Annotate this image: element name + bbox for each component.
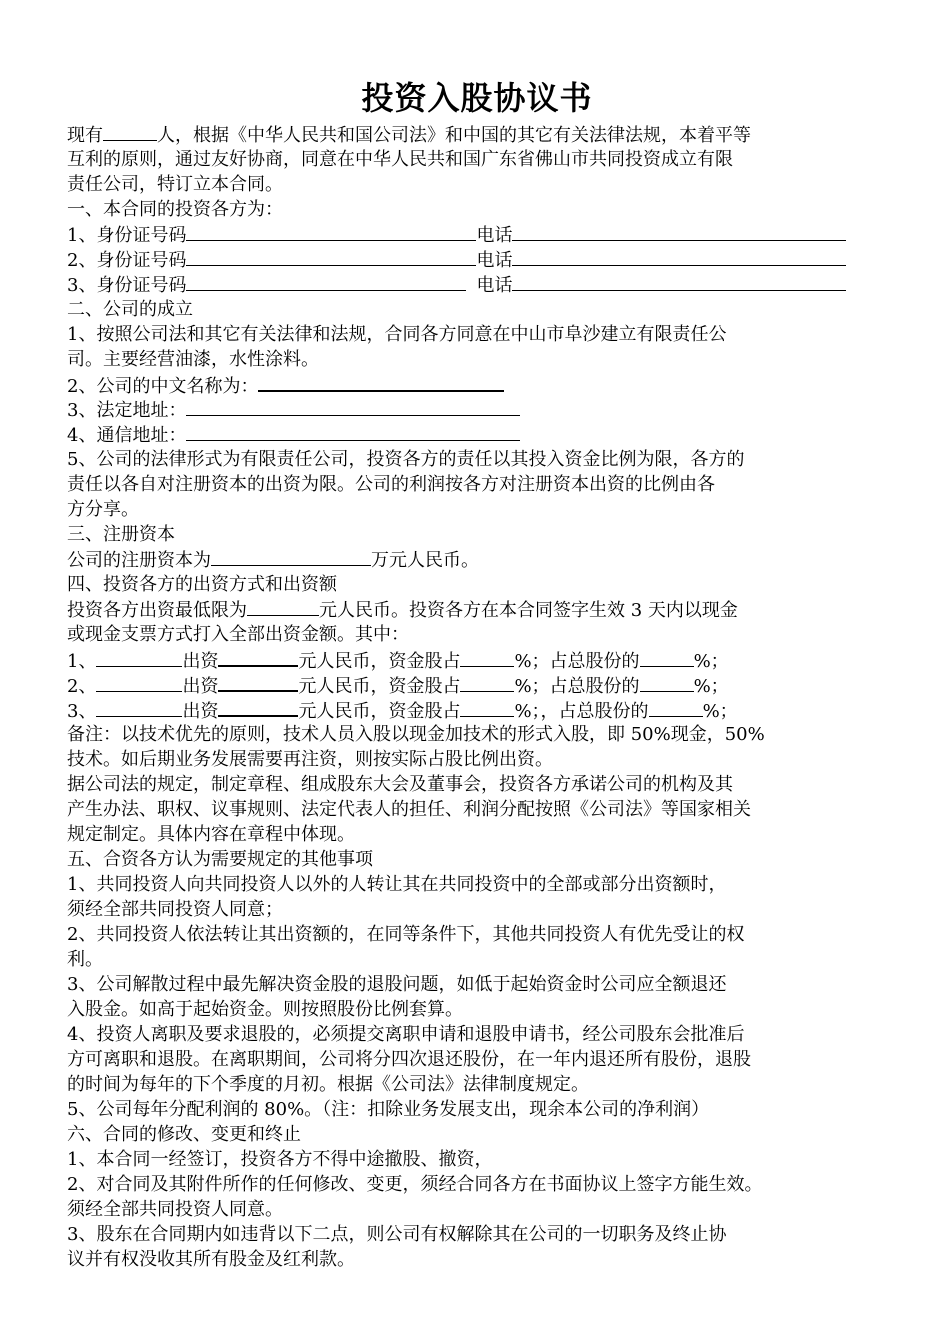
intro-text: 现有	[67, 125, 103, 146]
amount-blank[interactable]	[218, 647, 298, 667]
capital-unit: 万元人民币。	[371, 550, 479, 571]
intro-line: 互利的原则，通过友好协商，同意在中华人民共和国广东省佛山市共同投资成立有限	[67, 149, 733, 170]
total-share-label: %；占总股份的	[514, 651, 640, 672]
total-share-blank[interactable]	[640, 673, 694, 692]
share-blank[interactable]	[460, 698, 514, 717]
text-line: 5、公司的法律形式为有限责任公司，投资各方的责任以其投入资金比例为限，各方的	[67, 449, 745, 470]
id-label: 2、身份证号码	[67, 250, 187, 271]
section-heading: 六、合同的修改、变更和终止	[67, 1124, 301, 1145]
document-title: 投资入股协议书	[361, 79, 593, 117]
capital-blank[interactable]	[211, 547, 371, 566]
share-label: 元人民币，资金股占	[298, 701, 461, 722]
document-page	[67, 74, 887, 1272]
text-line: 利。	[67, 949, 103, 970]
share-label: 元人民币，资金股占	[298, 676, 461, 697]
section-heading: 二、公司的成立	[67, 299, 193, 320]
text-line: 2、对合同及其附件所作的任何修改、变更，须经合同各方在书面协议上签字方能生效。	[67, 1174, 763, 1195]
text-line: 5、公司每年分配利润的 80%。（注：扣除业务发展支出，现余本公司的净利润）	[67, 1099, 710, 1120]
text-line: 方可离职和退股。在离职期间，公司将分四次退还股份，在一年内退还所有股份，退股	[67, 1049, 751, 1070]
percent-text: %；	[693, 676, 729, 697]
text-line: 的时间为每年的下个季度的月初。根据《公司法》法律制度规定。	[67, 1074, 589, 1095]
invest-label: 出资	[182, 676, 219, 697]
text-line: 3、股东在合同期内如违背以下二点，则公司有权解除其在公司的一切职务及终止协	[67, 1224, 727, 1245]
section-heading: 三、注册资本	[67, 524, 175, 545]
text-line: 4、投资人离职及要求退股的，必须提交离职申请和退股申请书，经公司股东会批准后	[67, 1024, 745, 1045]
text-line: 入股金。如高于起始资金。则按照股份比例套算。	[67, 999, 463, 1020]
text-line: 须经全部共同投资人同意。	[67, 1199, 283, 1220]
contribution-row	[67, 647, 887, 672]
text-line: 1、本合同一经签订，投资各方不得中途撤股、撤资，	[67, 1149, 493, 1170]
phone-blank[interactable]	[512, 247, 846, 266]
company-name-blank[interactable]	[258, 372, 504, 392]
percent-text: %；	[693, 651, 729, 672]
min-invest-row	[67, 597, 887, 622]
text-line: 1、按照公司法和其它有关法律和法规，合同各方同意在中山市阜沙建立有限责任公	[67, 324, 727, 345]
phone-blank[interactable]	[512, 222, 846, 241]
investor-blank[interactable]	[96, 673, 182, 692]
min-invest-text: 元人民币。投资各方在本合同签字生效 3 天内以现金	[319, 600, 738, 621]
text-line: 须经全部共同投资人同意；	[67, 899, 283, 920]
intro-line	[67, 122, 887, 147]
text-line: 2、共同投资人依法转让其出资额的，在同等条件下，其他共同投资人有优先受让的权	[67, 924, 745, 945]
id-blank[interactable]	[186, 222, 476, 241]
amount-blank[interactable]	[218, 697, 298, 717]
id-label: 3、身份证号码	[67, 275, 187, 296]
total-share-label: %；，占总股份的	[514, 701, 649, 722]
id-blank[interactable]	[186, 272, 466, 291]
id-blank[interactable]	[186, 247, 476, 266]
mail-address-row	[67, 422, 887, 447]
party-row	[67, 272, 887, 297]
intro-text: 人，根据《中华人民共和国公司法》和中国的其它有关法律法规，本着平等	[157, 125, 751, 146]
section-heading: 一、本合同的投资各方为：	[67, 199, 283, 220]
note-line: 备注：以技术优先的原则，技术人员入股以现金加技术的形式入股，即 50%现金，50%	[67, 724, 765, 745]
text-line: 责任以各自对注册资本的出资为限。公司的利润按各方对注册资本出资的比例由各	[67, 474, 715, 495]
amount-blank[interactable]	[218, 672, 298, 692]
section-heading: 四、投资各方的出资方式和出资额	[67, 574, 337, 595]
section-heading: 五、合资各方认为需要规定的其他事项	[67, 849, 373, 870]
count-blank[interactable]	[103, 122, 157, 141]
total-share-blank[interactable]	[649, 698, 703, 717]
text-line: 司。主要经营油漆，水性涂料。	[67, 349, 319, 370]
share-blank[interactable]	[460, 673, 514, 692]
company-name-row	[67, 372, 887, 397]
text-line: 方分享。	[67, 499, 139, 520]
phone-label: 电话	[476, 250, 513, 271]
note-line: 技术。如后期业务发展需要再注资，则按实际占股比例出资。	[67, 749, 553, 770]
capital-label: 公司的注册资本为	[67, 550, 211, 571]
min-invest-blank[interactable]	[247, 597, 319, 616]
contribution-row	[67, 672, 887, 697]
percent-text: %；	[702, 701, 738, 722]
party-row	[67, 247, 887, 272]
row-number: 2、	[67, 676, 97, 697]
party-row	[67, 222, 887, 247]
id-label: 1、身份证号码	[67, 225, 187, 246]
text-line: 1、共同投资人向共同投资人以外的人转让其在共同投资中的全部或部分出资额时，	[67, 874, 727, 895]
intro-line: 责任公司，特订立本合同。	[67, 174, 283, 195]
total-share-blank[interactable]	[640, 648, 694, 667]
min-invest-label: 投资各方出资最低限为	[67, 600, 247, 621]
mail-address-blank[interactable]	[186, 422, 520, 441]
text-line: 或现金支票方式打入全部出资金额。其中：	[67, 624, 409, 645]
company-name-label: 2、公司的中文名称为：	[67, 376, 259, 397]
share-label: 元人民币，资金股占	[298, 651, 461, 672]
phone-label: 电话	[476, 275, 513, 296]
legal-address-row	[67, 397, 887, 422]
row-number: 3、	[67, 701, 97, 722]
investor-blank[interactable]	[96, 698, 182, 717]
phone-blank[interactable]	[512, 272, 846, 291]
text-line: 规定制定。具体内容在章程中体现。	[67, 824, 355, 845]
phone-label: 电话	[476, 225, 513, 246]
text-line: 议并有权没收其所有股金及红利款。	[67, 1249, 355, 1270]
total-share-label: %；占总股份的	[514, 676, 640, 697]
legal-address-label: 3、法定地址：	[67, 400, 187, 421]
text-line: 据公司法的规定，制定章程、组成股东大会及董事会，投资各方承诺公司的机构及其	[67, 774, 733, 795]
invest-label: 出资	[182, 651, 219, 672]
legal-address-blank[interactable]	[186, 397, 520, 416]
mail-address-label: 4、通信地址：	[67, 425, 187, 446]
row-number: 1、	[67, 651, 97, 672]
text-line: 3、公司解散过程中最先解决资金股的退股问题，如低于起始资金时公司应全额退还	[67, 974, 727, 995]
share-blank[interactable]	[460, 648, 514, 667]
investor-blank[interactable]	[96, 648, 182, 667]
invest-label: 出资	[182, 701, 219, 722]
contribution-row	[67, 697, 887, 722]
text-line: 产生办法、职权、议事规则、法定代表人的担任、利润分配按照《公司法》等国家相关	[67, 799, 751, 820]
capital-row	[67, 547, 887, 572]
